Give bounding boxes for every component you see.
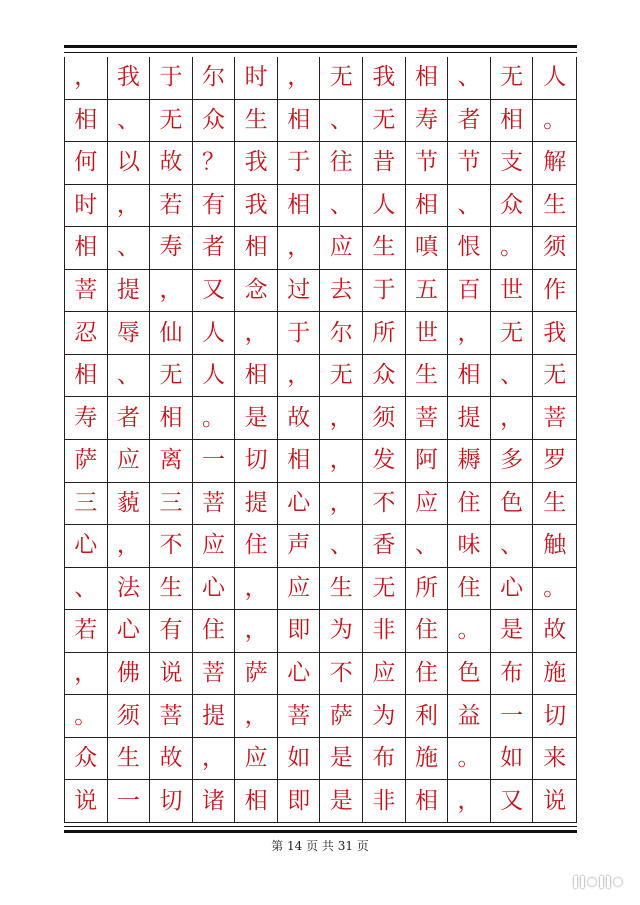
grid-cell: 、: [320, 100, 363, 143]
grid-cell: 相: [406, 57, 449, 100]
grid-cell: 一: [491, 695, 534, 738]
grid-cell: 、: [491, 525, 534, 568]
grid-cell: 是: [491, 610, 534, 653]
grid-cell: 罗: [533, 440, 576, 483]
grid-cell: ，: [320, 440, 363, 483]
grid-cell: 色: [491, 483, 534, 526]
grid-cell: 者: [448, 100, 491, 143]
grid-cell: 相: [65, 227, 108, 270]
grid-cell: 相: [235, 355, 278, 398]
grid-cell: 益: [448, 695, 491, 738]
grid-cell: 不: [320, 653, 363, 696]
grid-cell: 说: [150, 653, 193, 696]
grid-cell: 众: [193, 100, 236, 143]
grid-cell: 生: [406, 355, 449, 398]
grid-cell: 支: [491, 142, 534, 185]
grid-cell: ？: [193, 142, 236, 185]
grid-cell: 应: [363, 653, 406, 696]
grid-cell: 触: [533, 525, 576, 568]
grid-cell: ，: [235, 568, 278, 611]
grid-cell: 布: [491, 653, 534, 696]
grid-cell: 相: [491, 100, 534, 143]
grid-cell: 相: [150, 397, 193, 440]
grid-cell: 佛: [108, 653, 151, 696]
grid-cell: 又: [491, 780, 534, 823]
grid-cell: ，: [448, 312, 491, 355]
grid-cell: 应: [320, 227, 363, 270]
grid-cell: 住: [448, 483, 491, 526]
grid-cell: 。: [533, 100, 576, 143]
grid-cell: 住: [193, 610, 236, 653]
grid-cell: 者: [193, 227, 236, 270]
grid-cell: 应: [406, 483, 449, 526]
grid-cell: 施: [533, 653, 576, 696]
grid-cell: 有: [193, 185, 236, 228]
grid-cell: 所: [406, 568, 449, 611]
grid-cell: ，: [193, 738, 236, 781]
grid-cell: 相: [406, 185, 449, 228]
grid-cell: 往: [320, 142, 363, 185]
grid-cell: 相: [65, 355, 108, 398]
grid-cell: 忍: [65, 312, 108, 355]
grid-cell: 香: [363, 525, 406, 568]
grid-cell: 菩: [193, 653, 236, 696]
grid-cell: 节: [406, 142, 449, 185]
grid-cell: 心: [108, 610, 151, 653]
grid-cell: 阿: [406, 440, 449, 483]
grid-cell: 故: [278, 397, 321, 440]
grid-cell: 相: [235, 227, 278, 270]
grid-cell: ，: [278, 355, 321, 398]
grid-cell: 非: [363, 610, 406, 653]
grid-cell: 相: [278, 440, 321, 483]
grid-cell: 。: [193, 397, 236, 440]
grid-cell: 无: [491, 312, 534, 355]
grid-cell: ，: [491, 397, 534, 440]
grid-cell: 心: [278, 653, 321, 696]
grid-cell: 一: [193, 440, 236, 483]
grid-cell: 于: [363, 270, 406, 313]
grid-cell: ，: [235, 610, 278, 653]
grid-cell: 无: [363, 568, 406, 611]
grid-cell: 世: [406, 312, 449, 355]
grid-cell: 生: [235, 100, 278, 143]
grid-cell: 世: [491, 270, 534, 313]
grid-cell: 去: [320, 270, 363, 313]
grid-cell: 若: [65, 610, 108, 653]
grid-cell: ，: [108, 185, 151, 228]
grid-cell: 所: [363, 312, 406, 355]
bottom-rule: [64, 830, 577, 833]
grid-cell: 无: [320, 355, 363, 398]
grid-cell: 切: [533, 695, 576, 738]
grid-cell: 生: [320, 568, 363, 611]
grid-cell: 故: [150, 142, 193, 185]
grid-cell: 提: [235, 483, 278, 526]
grid-cell: 。: [491, 227, 534, 270]
grid-cell: 无: [150, 355, 193, 398]
grid-cell: 人: [533, 57, 576, 100]
grid-cell: 我: [363, 57, 406, 100]
grid-cell: 时: [235, 57, 278, 100]
grid-cell: 我: [235, 185, 278, 228]
grid-cell: 我: [235, 142, 278, 185]
grid-cell: 萨: [320, 695, 363, 738]
grid-cell: 是: [320, 738, 363, 781]
grid-cell: 以: [108, 142, 151, 185]
grid-cell: 菩: [193, 483, 236, 526]
grid-cell: 三: [150, 483, 193, 526]
grid-cell: 藐: [108, 483, 151, 526]
grid-cell: 提: [448, 397, 491, 440]
grid-cell: ，: [108, 525, 151, 568]
grid-cell: 时: [65, 185, 108, 228]
grid-cell: 生: [108, 738, 151, 781]
grid-cell: ，: [320, 483, 363, 526]
grid-cell: 声: [278, 525, 321, 568]
grid-cell: 菩: [533, 397, 576, 440]
grid-cell: 于: [278, 142, 321, 185]
grid-cell: 无: [363, 100, 406, 143]
grid-cell: 法: [108, 568, 151, 611]
grid-cell: 三: [65, 483, 108, 526]
grid-cell: 住: [406, 653, 449, 696]
grid-cell: 辱: [108, 312, 151, 355]
grid-cell: 住: [448, 568, 491, 611]
grid-cell: 何: [65, 142, 108, 185]
grid-cell: 、: [108, 355, 151, 398]
grid-cell: 者: [108, 397, 151, 440]
grid-cell: 于: [150, 57, 193, 100]
grid-cell: 提: [108, 270, 151, 313]
grid-cell: 生: [533, 483, 576, 526]
grid-cell: 味: [448, 525, 491, 568]
grid-cell: 无: [491, 57, 534, 100]
grid-cell: 心: [278, 483, 321, 526]
grid-cell: 节: [448, 142, 491, 185]
grid-cell: 仙: [150, 312, 193, 355]
grid-cell: 、: [108, 227, 151, 270]
grid-cell: 人: [363, 185, 406, 228]
grid-cell: ，: [320, 397, 363, 440]
grid-cell: 说: [533, 780, 576, 823]
grid-cell: 为: [363, 695, 406, 738]
grid-cell: 寿: [150, 227, 193, 270]
grid-cell: 即: [278, 610, 321, 653]
grid-cell: 提: [193, 695, 236, 738]
grid-cell: 住: [406, 610, 449, 653]
grid-cell: 多: [491, 440, 534, 483]
grid-cell: 是: [235, 397, 278, 440]
grid-cell: 、: [448, 57, 491, 100]
grid-cell: 又: [193, 270, 236, 313]
grid-cell: ，: [448, 780, 491, 823]
grid-cell: 昔: [363, 142, 406, 185]
grid-cell: 。: [448, 610, 491, 653]
grid-cell: 解: [533, 142, 576, 185]
grid-cell: 、: [108, 100, 151, 143]
grid-cell: 菩: [150, 695, 193, 738]
grid-cell: 相: [65, 100, 108, 143]
grid-cell: 、: [320, 525, 363, 568]
grid-cell: 离: [150, 440, 193, 483]
grid-cell: ，: [235, 695, 278, 738]
grid-cell: 、: [65, 568, 108, 611]
grid-cell: 萨: [65, 440, 108, 483]
grid-cell: 相: [235, 780, 278, 823]
grid-cell: 施: [406, 738, 449, 781]
grid-cell: 应: [193, 525, 236, 568]
grid-cell: 生: [533, 185, 576, 228]
grid-cell: 应: [108, 440, 151, 483]
grid-cell: 住: [235, 525, 278, 568]
grid-cell: 诸: [193, 780, 236, 823]
grid-cell: 如: [278, 738, 321, 781]
grid-cell: 人: [193, 312, 236, 355]
grid-cell: 是: [320, 780, 363, 823]
grid-cell: 、: [320, 185, 363, 228]
grid-cell: 五: [406, 270, 449, 313]
grid-cell: 说: [65, 780, 108, 823]
grid-cell: 如: [491, 738, 534, 781]
grid-cell: 寿: [406, 100, 449, 143]
grid-cell: 切: [235, 440, 278, 483]
grid-cell: 念: [235, 270, 278, 313]
grid-cell: 有: [150, 610, 193, 653]
grid-cell: 相: [406, 780, 449, 823]
grid-cell: 作: [533, 270, 576, 313]
grid-cell: 萨: [235, 653, 278, 696]
grid-cell: 于: [278, 312, 321, 355]
grid-cell: 相: [278, 100, 321, 143]
grid-cell: 生: [150, 568, 193, 611]
grid-cell: 相: [448, 355, 491, 398]
grid-cell: 、: [448, 185, 491, 228]
grid-cell: 心: [491, 568, 534, 611]
grid-cell: 故: [150, 738, 193, 781]
grid-cell: 众: [363, 355, 406, 398]
bottom-rule-inner: [64, 826, 577, 827]
grid-cell: 寿: [65, 397, 108, 440]
grid-cell: 利: [406, 695, 449, 738]
top-rule-inner: [64, 52, 577, 53]
grid-cell: 尔: [320, 312, 363, 355]
grid-cell: 应: [235, 738, 278, 781]
grid-cell: 发: [363, 440, 406, 483]
grid-cell: 不: [150, 525, 193, 568]
grid-cell: 即: [278, 780, 321, 823]
grid-cell: 切: [150, 780, 193, 823]
grid-cell: 生: [363, 227, 406, 270]
grid-cell: 。: [448, 738, 491, 781]
grid-cell: 须: [533, 227, 576, 270]
grid-cell: 百: [448, 270, 491, 313]
grid-cell: ，: [278, 57, 321, 100]
grid-cell: 布: [363, 738, 406, 781]
grid-cell: 心: [193, 568, 236, 611]
grid-cell: 菩: [406, 397, 449, 440]
grid-cell: 色: [448, 653, 491, 696]
grid-cell: 须: [363, 397, 406, 440]
grid-cell: 众: [65, 738, 108, 781]
calligraphy-grid: [64, 57, 577, 823]
grid-cell: 嗔: [406, 227, 449, 270]
grid-cell: 相: [278, 185, 321, 228]
grid-cell: 心: [65, 525, 108, 568]
grid-cell: 不: [363, 483, 406, 526]
watermark-logo-icon: [512, 870, 622, 894]
page-number: 第 14 页 共 31 页: [271, 839, 369, 853]
grid-cell: 众: [491, 185, 534, 228]
grid-cell: 菩: [65, 270, 108, 313]
top-rule: [64, 45, 577, 48]
grid-cell: 。: [533, 568, 576, 611]
grid-cell: 我: [533, 312, 576, 355]
grid-cell: ，: [150, 270, 193, 313]
grid-cell: 恨: [448, 227, 491, 270]
grid-cell: 无: [150, 100, 193, 143]
grid-cell: 、: [491, 355, 534, 398]
grid-cell: 若: [150, 185, 193, 228]
grid-cell: 无: [320, 57, 363, 100]
grid-cell: 菩: [278, 695, 321, 738]
grid-cell: ，: [65, 653, 108, 696]
grid-cell: 应: [278, 568, 321, 611]
grid-cell: 非: [363, 780, 406, 823]
grid-cell: 无: [533, 355, 576, 398]
grid-cell: ，: [65, 57, 108, 100]
grid-cell: 、: [406, 525, 449, 568]
grid-cell: 须: [108, 695, 151, 738]
grid-cell: 故: [533, 610, 576, 653]
grid-cell: 为: [320, 610, 363, 653]
grid-cell: ，: [235, 312, 278, 355]
grid-cell: 过: [278, 270, 321, 313]
grid-cell: ，: [278, 227, 321, 270]
grid-cell: 。: [65, 695, 108, 738]
grid-cell: 耨: [448, 440, 491, 483]
grid-cell: 来: [533, 738, 576, 781]
grid-cell: 尔: [193, 57, 236, 100]
grid-cell: 人: [193, 355, 236, 398]
grid-cell: 我: [108, 57, 151, 100]
grid-cell: 一: [108, 780, 151, 823]
